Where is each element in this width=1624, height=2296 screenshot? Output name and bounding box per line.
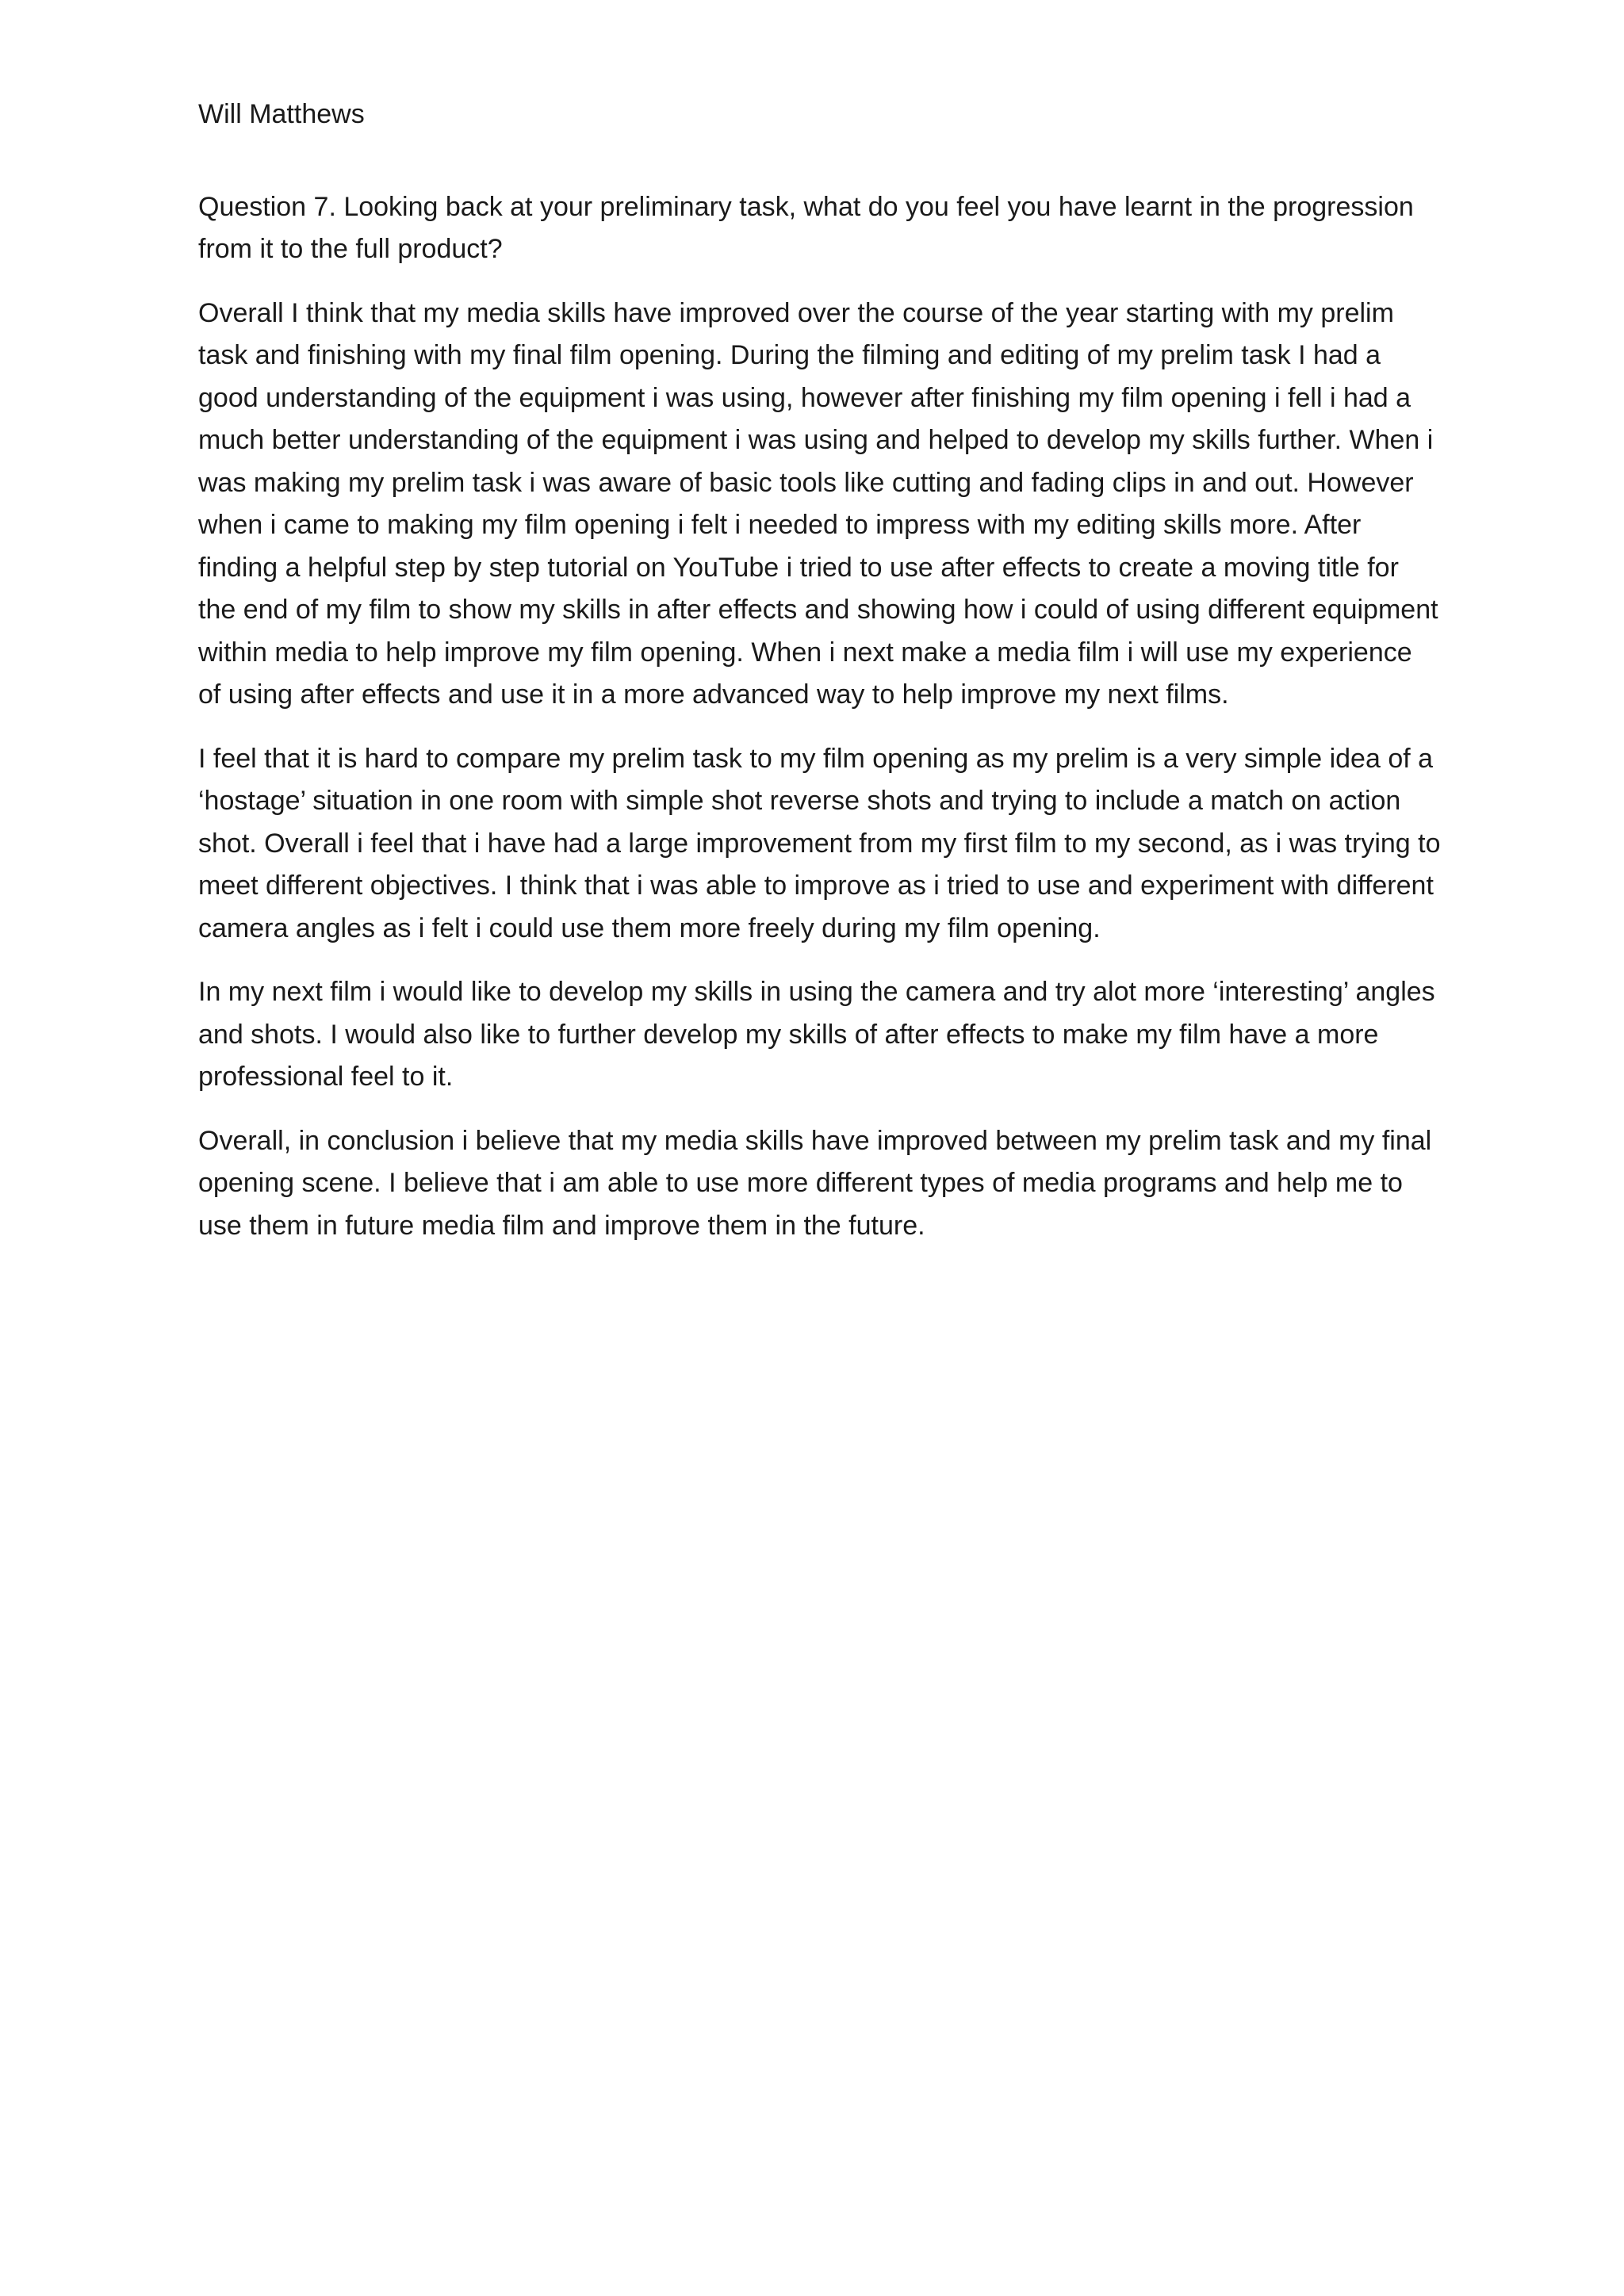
author-name: Will Matthews [198,99,365,129]
paragraph-1: Overall I think that my media skills have improved over the course of the year starting with my prelim task and finishing with my final film opening. During the filming and editing of my prelim task I had a good understanding of the equipment i was using, however after finishing my film opening i fell i had a much better understanding of the equipment i was using and helped to develop my skills further. When i was making my prelim task i was aware of basic tools like cutting and fading clips in and out. However when i came to making my film opening i felt i needed to impress with my editing skills more. After finding a helpful step by step tutorial on YouTube i tried to use after effects to create a moving title for the end of my film to show my skills in after effects and showing how i could of using different equipment within media to help improve my film opening. When i next make a media film i will use my experience of using after effects and use it in a more advanced way to help improve my next films. [198,297,1438,710]
paragraph-4: Overall, in conclusion i believe that my media skills have improved between my prelim task and my final opening scene. I believe that i am able to use more different types of media programs and help me to use them in future media film and improve them in the future. [198,1125,1432,1241]
paragraph-2: I feel that it is hard to compare my prelim task to my film opening as my prelim is a very simple idea of a ‘hostage’ situation in one room with simple shot reverse shots and trying to include a match on action shot. Overall i feel that i have had a large improvement from my first film to my second, as i was trying to meet different objectives. I think that i was able to improve as i tried to use and experiment with different camera angles as i felt i could use them more freely during my film opening. [198,743,1441,943]
question-heading: Question 7. Looking back at your preliminary task, what do you feel you have learnt in the progression from it to the full product? [198,191,1414,264]
paragraph-3: In my next film i would like to develop my skills in using the camera and try alot more ‘interesting’ angles and shots. I would also like to further develop my skills of after effects to make my film have a more professional feel to it. [198,977,1435,1092]
